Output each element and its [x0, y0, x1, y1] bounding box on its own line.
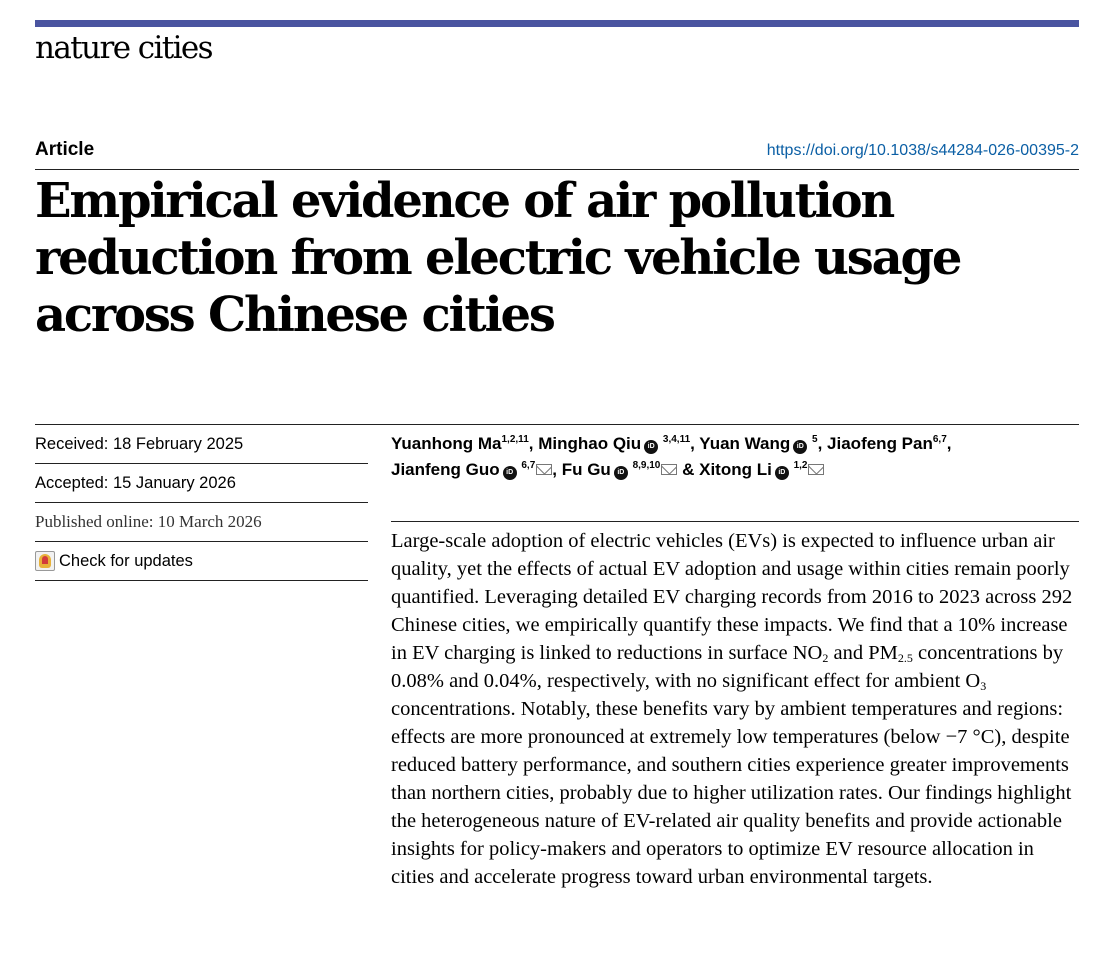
affiliation-numbers: 1,2	[793, 460, 808, 471]
affiliation-numbers: 6,7	[521, 460, 536, 471]
accepted-date: Accepted: 15 January 2026	[35, 464, 368, 503]
affiliation-numbers: 6,7	[932, 434, 947, 445]
affiliation-numbers: 5	[812, 434, 818, 445]
author-name[interactable]: Jianfeng Guo	[391, 460, 500, 479]
journal-name: nature cities	[35, 30, 212, 66]
orcid-icon[interactable]: iD	[503, 466, 517, 480]
affiliation-numbers: 1,2,11	[501, 434, 529, 445]
email-icon[interactable]	[536, 464, 552, 475]
received-date: Received: 18 February 2025	[35, 425, 368, 464]
affiliation-numbers: 3,4,11	[662, 434, 691, 445]
abstract-text: Large-scale adoption of electric vehicles (EVs) is expected to influence urban air quality, yet the effects of actual EV adoption and usage within cities remain poorly quantified. Leveraging detailed EV charging records from 2016 to 2023 across 292 Chinese cities, we empirically quantify these impacts. We find that a 10% increase in EV charging is linked to reductions in surface $NO_2$ and $PM_{2.5}$ concentrations by 0.08% and 0.04%, respectively, with no significant effect for ambient $O_3$ concentrations. Notably, these benefits vary by ambient temperatures and regions: effects are more pronounced at extremely low temperatures (below −7 °C), despite reduced battery performance, and southern cities experience greater improvements than northern cities, probably due to higher utilization rates. Our findings highlight the heterogeneous nature of EV-related air quality benefits and provide actionable insights for policy-makers and operators to optimize EV resource allocation in cities and accelerate progress toward urban environmental targets.	[391, 530, 1073, 888]
author-name[interactable]: Jiaofeng Pan	[827, 434, 933, 453]
doi-link[interactable]: https://doi.org/10.1038/s44284-026-00395-2	[766, 142, 1079, 159]
orcid-icon[interactable]: iD	[614, 466, 628, 480]
check-for-updates-label: Check for updates	[59, 551, 193, 570]
header-divider	[35, 169, 1079, 170]
email-icon[interactable]	[808, 464, 824, 475]
author-name[interactable]: Yuanhong Ma	[391, 434, 502, 453]
article-dates	[35, 425, 368, 581]
orcid-icon[interactable]: iD	[775, 466, 789, 480]
abstract-divider	[391, 521, 1079, 522]
affiliation-numbers: 8,9,10	[632, 460, 661, 471]
crossmark-icon	[35, 551, 55, 571]
author-name[interactable]: Fu Gu	[561, 460, 611, 479]
check-for-updates-button[interactable]	[35, 551, 193, 571]
published-date: Published online: 10 March 2026	[35, 503, 368, 542]
author-name[interactable]: Yuan Wang	[699, 434, 791, 453]
orcid-icon[interactable]: iD	[644, 440, 658, 454]
article-title: Empirical evidence of air pollution reduction from electric vehicle usage across Chinese cities	[35, 173, 961, 343]
header-rule	[35, 20, 1079, 27]
orcid-icon[interactable]: iD	[793, 440, 807, 454]
author-name[interactable]: Xitong Li	[699, 460, 772, 479]
author-list: Yuanhong Ma$^{1,2,11}$, Minghao Qiu iD $^{3,4,11}$, Yuan Wang iD $^5$, Jiaofeng Pan$^{6,7}$, Jianfeng Guo iD $^{6,7}$ , Fu Gu iD $^{8,9,10}$ & Xitong Li iD $^{1,2}$	[391, 434, 952, 479]
email-icon[interactable]	[661, 464, 677, 475]
check-for-updates[interactable]	[35, 542, 368, 581]
author-name[interactable]: Minghao Qiu	[538, 434, 642, 453]
article-type: Article	[35, 139, 95, 160]
